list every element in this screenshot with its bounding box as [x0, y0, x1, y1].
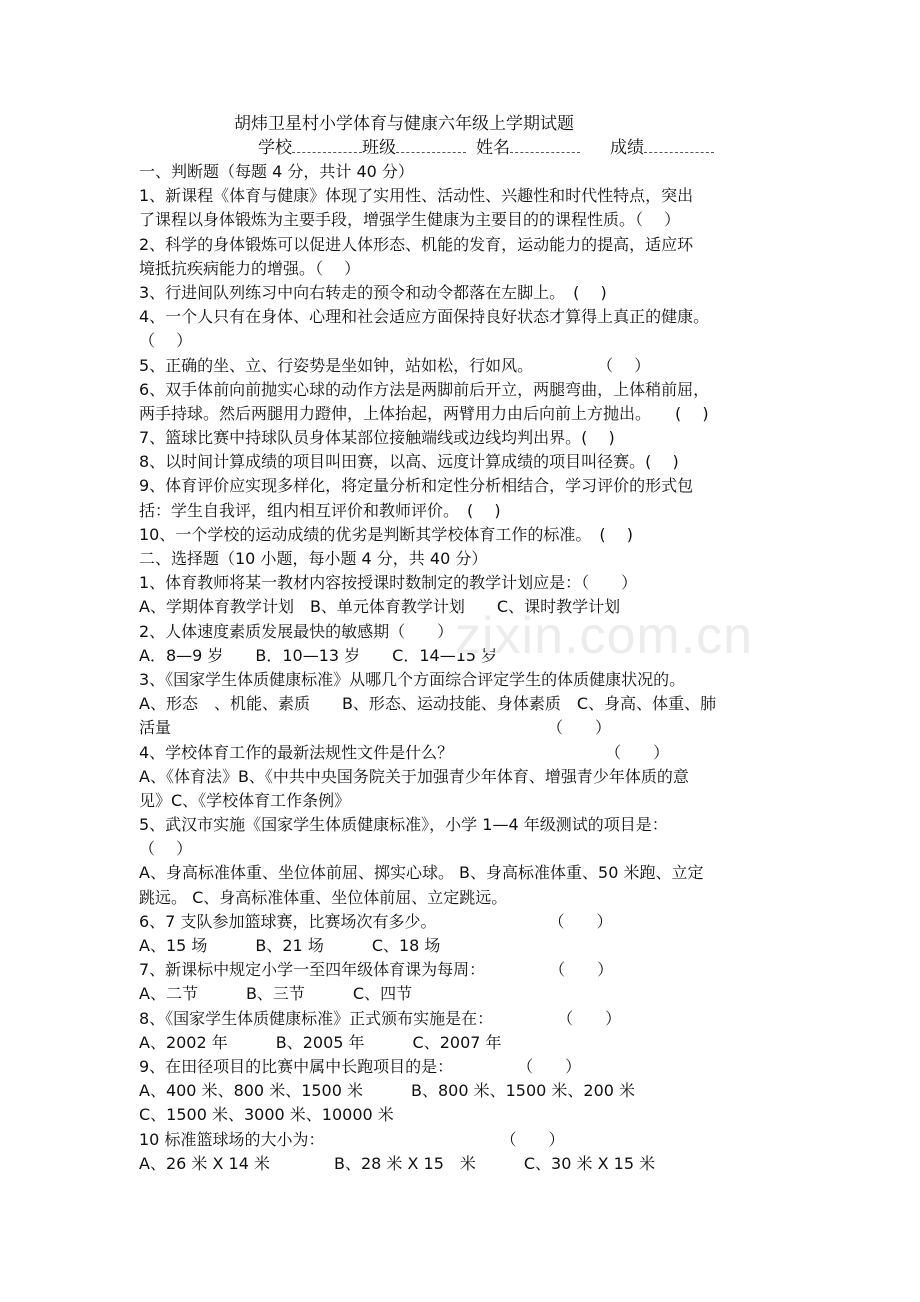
score-blank — [644, 138, 714, 153]
text-line: 10、一个学校的运动成绩的优劣是判断其学校体育工作的标准。 ( ) — [139, 524, 633, 544]
exam-title: 胡炜卫星村小学体育与健康六年级上学期试题 — [234, 114, 574, 134]
score-label: 成绩 — [610, 138, 644, 158]
text-line: 见》C、《学校体育工作条例》 — [139, 790, 351, 810]
text-line: 6、双手体前向前抛实心球的动作方法是两脚前后开立，两腿弯曲，上体稍前屈， — [139, 379, 710, 399]
text-line: 8、以时间计算成绩的项目叫田赛，以高、远度计算成绩的项目叫径赛。( ) — [139, 452, 679, 472]
student-info-row — [258, 136, 714, 160]
text-line: A、15 场 B、21 场 C、18 场 — [139, 936, 441, 955]
text-line: 2、人体速度素质发展最快的敏感期（ ） — [139, 621, 454, 641]
class-label: 班级 — [362, 138, 396, 158]
text-line: 8、《国家学生体质健康标准》正式颁布实施是在： （ ） — [139, 1008, 622, 1028]
school-label: 学校 — [258, 138, 292, 158]
text-line: 6、7 支队参加篮球赛，比赛场次有多少。 （ ） — [139, 911, 613, 931]
school-blank — [292, 138, 362, 153]
text-line: 了课程以身体锻炼为主要手段，增强学生健康为主要目的的课程性质。（ ） — [139, 210, 681, 230]
class-blank — [396, 138, 466, 153]
text-line: 7、篮球比赛中持球队员身体某部位接触端线或边线均判出界。( ) — [139, 428, 615, 448]
text-line: （ ） — [139, 839, 193, 859]
text-line: 跳远。 C、身高标准体重、坐位体前屈、立定跳远。 — [139, 887, 508, 907]
text-line: 二、选择题（10 小题，每小题 4 分，共 40 分） — [139, 549, 488, 568]
name-label: 姓名 — [476, 138, 510, 158]
watermark: zixin.com.cn — [455, 607, 754, 665]
text-line: 4、学校体育工作的最新法规性文件是什么？ （ ） — [139, 742, 670, 762]
text-line: A、26 米 X 14 米 B、28 米 X 15 米 C、30 米 X 15 米 — [139, 1153, 656, 1173]
text-line: 2、科学的身体锻炼可以促进人体形态、机能的发育，运动能力的提高，适应环 — [139, 234, 694, 254]
text-line: 两手持球。然后两腿用力蹬伸，上体抬起，两臂用力由后向前上方抛出。 ( ) — [139, 403, 709, 423]
text-line: （ ） — [139, 331, 193, 351]
text-line: 1、体育教师将某一教材内容按授课时数制定的教学计划应是：（ ） — [139, 573, 638, 593]
text-line: 5、武汉市实施《国家学生体质健康标准》，小学 1—4 年级测试的项目是： — [139, 815, 668, 835]
text-line: A、《体育法》B、《中共中央国务院关于加强青少年体育、增强青少年体质的意 — [139, 766, 689, 786]
text-line: A、二节 B、三节 C、四节 — [139, 984, 413, 1004]
text-line: A、400 米、800 米、1500 米 B、800 米、1500 米、200 米 — [139, 1081, 636, 1101]
text-line: 4、一个人只有在身体、心理和社会适应方面保持良好状态才算得上真正的健康。 — [139, 307, 710, 327]
text-line: 境抵抗疾病能力的增强。（ ） — [139, 258, 361, 278]
text-line: A、2002 年 B、2005 年 C、2007 年 — [139, 1032, 502, 1052]
text-line: 9、在田径项目的比赛中属中长跑项目的是： （ ） — [139, 1056, 582, 1076]
text-line: 活量 （ ） — [139, 718, 612, 738]
text-line: 3、行进间队列练习中向右转走的预令和动令都落在左脚上。 ( ) — [139, 282, 607, 302]
text-line: 1、新课程《体育与健康》体现了实用性、活动性、兴趣性和时代性特点，突出 — [139, 186, 694, 206]
text-line: A、形态 、机能、素质 B、形态、运动技能、身体素质 C、身高、体重、肺 — [139, 694, 717, 714]
text-line: 3、《国家学生体质健康标准》从哪几个方面综合评定学生的体质健康状况的。 — [139, 669, 686, 689]
text-line: C、1500 米、3000 米、10000 米 — [139, 1105, 394, 1125]
text-line: 7、新课标中规定小学一至四年级体育课为每周： （ ） — [139, 960, 614, 980]
text-line: 一、判断题（每题 4 分，共计 40 分） — [139, 162, 414, 181]
text-line: A、学期体育教学计划 B、单元体育教学计划 C、课时教学计划 — [139, 597, 621, 617]
text-line: 括：学生自我评，组内相互评价和教师评价。 ( ) — [139, 500, 501, 520]
text-line: 5、正确的坐、立、行姿势是坐如钟，站如松，行如风。 （ ） — [139, 355, 651, 375]
text-line: 9、体育评价应实现多样化，将定量分析和定性分析相结合，学习评价的形式包 — [139, 476, 694, 496]
name-blank — [510, 138, 580, 153]
text-line: 10 标准篮球场的大小为： （ ） — [139, 1129, 565, 1149]
text-line: A、身高标准体重、坐位体前屈、掷实心球。 B、身高标准体重、50 米跑、立定 — [139, 863, 704, 883]
exam-body — [139, 160, 809, 1176]
text-line: A．8—9 岁 B．10—13 岁 C．14—15 岁 — [139, 645, 498, 665]
